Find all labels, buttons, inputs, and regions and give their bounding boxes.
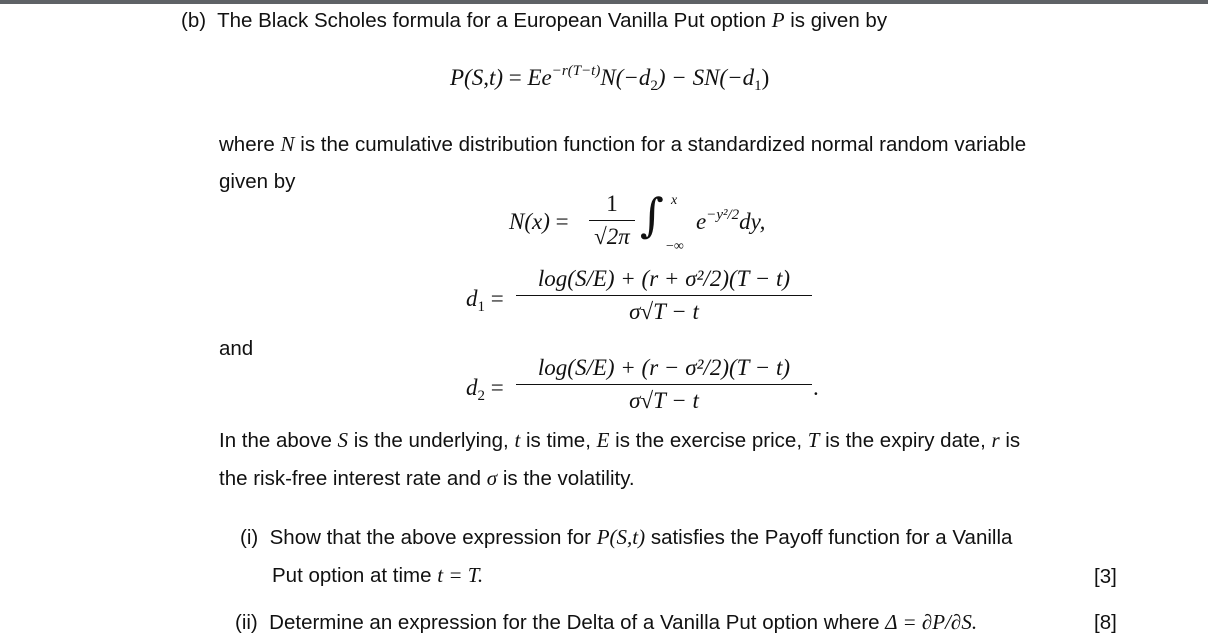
- top-border: [0, 0, 1208, 4]
- def-p1: In the above: [219, 429, 332, 452]
- d2-period: .: [813, 375, 819, 400]
- n-lhs: N(x): [509, 209, 550, 234]
- d1-fraction: [516, 266, 812, 325]
- part-b-intro: [181, 7, 887, 34]
- put-formula-exp: −r(T−t): [551, 63, 601, 79]
- put-formula-close: ): [761, 65, 770, 90]
- def-e: E: [596, 428, 610, 452]
- put-formula-n1: N(−d: [600, 65, 651, 90]
- where-b: is the cumulative distribution function for a standardized normal random variable: [300, 133, 1027, 156]
- d2-sub: 2: [477, 388, 485, 404]
- def-r: r: [991, 428, 1000, 452]
- item-i-p: P(S,t): [596, 525, 646, 549]
- integrand: [696, 207, 766, 234]
- d1-bar: [516, 295, 812, 296]
- item-ii-cond: Δ = ∂P/∂S.: [885, 610, 978, 634]
- n-fraction: [589, 191, 635, 250]
- item-i-line-2: [272, 562, 483, 589]
- item-i-line2a: Put option at time: [272, 564, 432, 587]
- def-p4: is the exercise price,: [615, 429, 803, 452]
- marks-ii: [8]: [1094, 611, 1117, 634]
- def-p2: is the underlying,: [353, 429, 509, 452]
- def-line2a: the risk-free interest rate and: [219, 467, 482, 490]
- def-p6: is: [1005, 429, 1021, 452]
- item-i-a: Show that the above expression for: [269, 526, 591, 549]
- d1-d: d: [466, 286, 478, 311]
- d1-num: log(S/E) + (r + σ²/2)(T − t): [537, 266, 791, 291]
- put-formula-sub1: 1: [754, 78, 762, 94]
- def-p3: is time,: [525, 429, 591, 452]
- def-line2b: is the volatility.: [502, 467, 635, 490]
- n-frac-num: 1: [606, 191, 618, 216]
- d1-sub: 1: [477, 299, 485, 315]
- d2-eq: =: [490, 375, 504, 400]
- n-frac-bar: [589, 220, 635, 221]
- put-formula-sub2: 2: [650, 78, 658, 94]
- definitions-line-1: [219, 427, 1020, 454]
- integrand-dy: dy,: [739, 209, 766, 234]
- def-p5: is the expiry date,: [825, 429, 986, 452]
- put-formula-lhs: P(S,t): [450, 65, 504, 90]
- def-s: S: [337, 428, 349, 452]
- integrand-exp: −y²/2: [706, 207, 740, 223]
- n-eq: =: [555, 209, 569, 234]
- intro-text: The Black Scholes formula for a European Vanilla Put option: [217, 9, 766, 32]
- d2-num: log(S/E) + (r − σ²/2)(T − t): [537, 355, 791, 380]
- part-label: (b): [181, 9, 207, 32]
- def-t: t: [514, 428, 521, 452]
- intro-end: is given by: [790, 9, 888, 32]
- d2-den: σ√T − t: [629, 388, 699, 414]
- d2-d: d: [466, 375, 478, 400]
- item-i-label: (i): [240, 526, 259, 549]
- n-frac-den: √2π: [594, 224, 630, 250]
- n-formula-lhs: [509, 210, 569, 233]
- put-formula-eq: =: [508, 65, 522, 90]
- d2-lhs: [466, 375, 504, 404]
- where-a: where: [219, 133, 275, 156]
- item-i-line-1: [240, 524, 1012, 551]
- and-text: and: [219, 337, 254, 360]
- item-i-b: satisfies the Payoff function for a Vanilla: [650, 526, 1013, 549]
- d1-den: σ√T − t: [629, 299, 699, 325]
- d1-lhs: [466, 286, 504, 315]
- item-ii-a: Determine an expression for the Delta of a Vanilla Put option where: [269, 611, 880, 634]
- marks-i: [3]: [1094, 565, 1117, 588]
- d2-fraction: [516, 355, 812, 414]
- integral-lower: −∞: [666, 239, 684, 254]
- put-formula-n2: ) − SN(−d: [657, 65, 755, 90]
- d2-bar: [516, 384, 812, 385]
- integral-upper: x: [671, 193, 678, 208]
- where-line-1: [219, 131, 1026, 158]
- intro-var: P: [771, 8, 785, 32]
- def-sigma: σ: [486, 466, 498, 490]
- put-formula: [450, 63, 770, 94]
- item-i-cond: t = T.: [437, 563, 484, 587]
- d1-eq: =: [490, 286, 504, 311]
- definitions-line-2: [219, 465, 635, 492]
- put-formula-e: Ee: [527, 65, 552, 90]
- integral-sign: ∫: [640, 188, 664, 242]
- item-ii-label: (ii): [235, 611, 258, 634]
- where-line-2: given by: [219, 170, 296, 193]
- integrand-e: e: [696, 209, 707, 234]
- def-tt: T: [807, 428, 820, 452]
- where-n: N: [280, 132, 295, 156]
